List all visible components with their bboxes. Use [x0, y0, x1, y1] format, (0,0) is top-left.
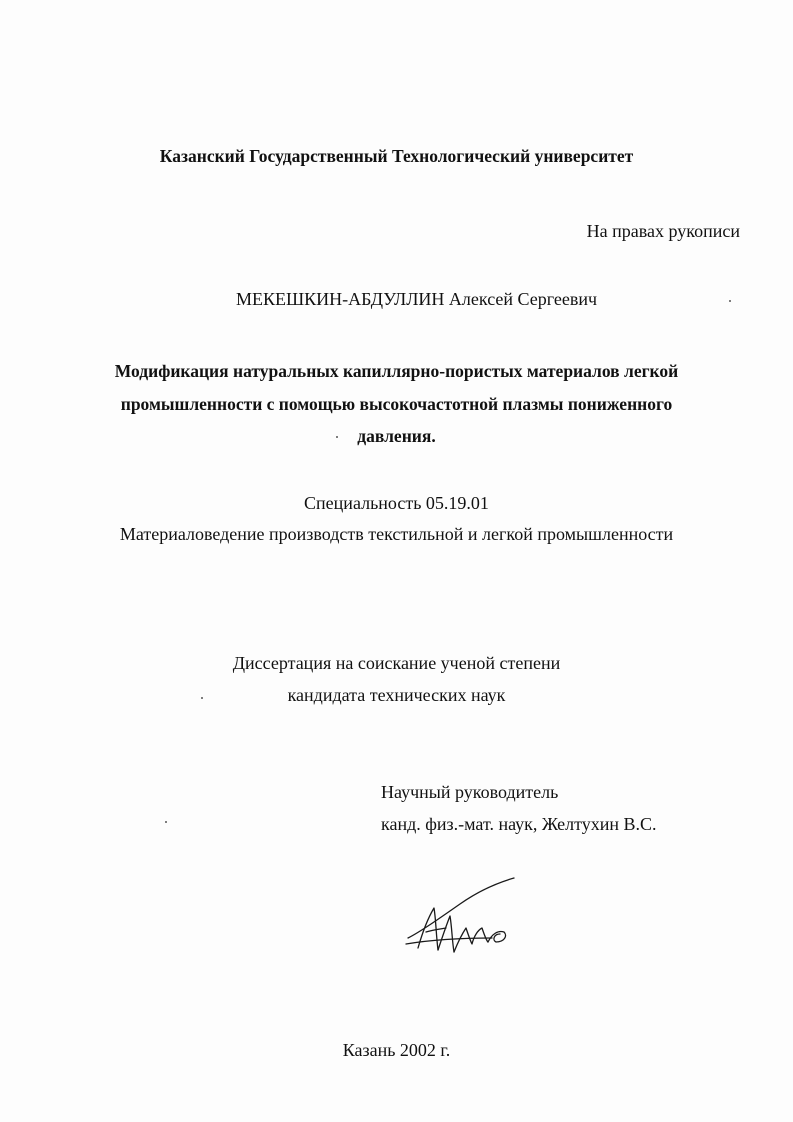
specialty-name: Материаловедение производств текстильной и легкой промышленности [119, 524, 674, 544]
manuscript-rights-note: На правах рукописи [586, 221, 740, 241]
specialty-code: Специальность 05.19.01 [304, 493, 489, 513]
scan-speck [729, 300, 731, 302]
thesis-title-line: промышленности с помощью высокочастотной плазмы пониженного [120, 394, 673, 414]
signature-icon [400, 874, 520, 962]
scan-speck [165, 821, 167, 823]
city-year: Казань 2002 г. [342, 1040, 451, 1060]
university-name: Казанский Государственный Технологический университет [159, 146, 634, 166]
scan-speck [201, 697, 203, 699]
dissertation-type-line: кандидата технических наук [287, 685, 506, 705]
supervisor-name: канд. физ.-мат. наук, Желтухин В.С. [381, 814, 657, 834]
thesis-title-line: Модификация натуральных капиллярно-пористых материалов легкой [114, 361, 679, 381]
thesis-title-line: давления. [357, 426, 436, 446]
scan-speck [336, 436, 338, 438]
supervisor-label: Научный руководитель [381, 782, 559, 802]
dissertation-type-line: Диссертация на соискание ученой степени [232, 653, 561, 673]
author-name: МЕКЕШКИН-АБДУЛЛИН Алексей Сергеевич [236, 289, 598, 309]
